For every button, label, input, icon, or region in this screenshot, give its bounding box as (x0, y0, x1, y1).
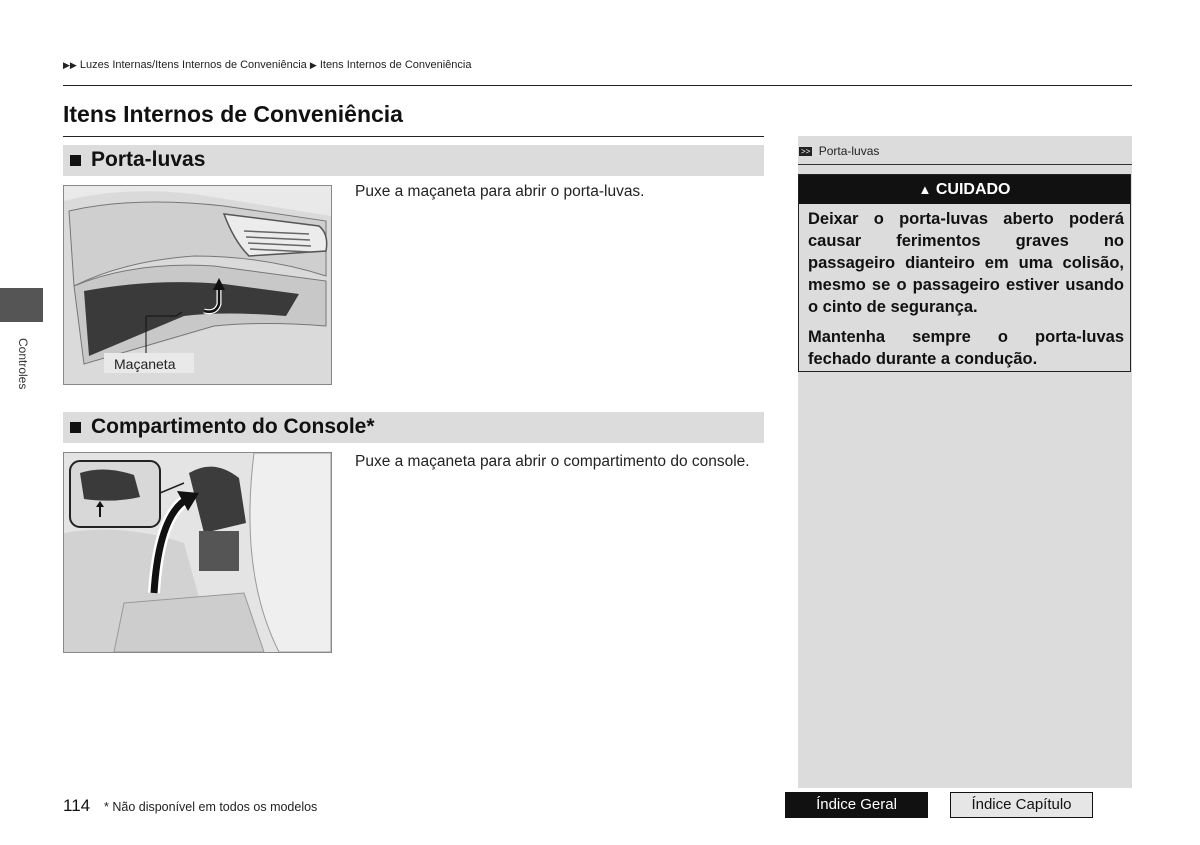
chapter-index-button[interactable]: Índice Capítulo (950, 792, 1093, 818)
page-number: 114 (63, 796, 91, 815)
figure-callout-label: Maçaneta (114, 356, 176, 372)
sidebar-divider (798, 164, 1132, 165)
console-illustration (63, 452, 332, 653)
page-title: Itens Internos de Conveniência (63, 101, 403, 127)
sidebar-reference-label: Porta-luvas (818, 144, 880, 158)
section-heading-console (63, 412, 764, 443)
console-drawing (64, 453, 331, 652)
warning-triangle-icon: ▲ (918, 182, 932, 197)
section-body-text: Puxe a maçaneta para abrir o compartimento do console. (355, 453, 750, 470)
chapter-tab-label: Controles (16, 338, 30, 390)
breadcrumb-current: Itens Internos de Conveniência (319, 59, 472, 71)
section-heading-porta-luvas (63, 145, 764, 176)
section-body-text: Puxe a maçaneta para abrir o porta-luvas. (355, 183, 645, 200)
square-bullet-icon (70, 155, 81, 166)
caution-box (798, 174, 1131, 372)
glovebox-drawing (64, 186, 331, 384)
caution-title: CUIDADO (935, 181, 1011, 198)
footnote: * Não disponível em todos os modelos (104, 800, 318, 814)
breadcrumb-separator-icon: ▶ (309, 60, 317, 70)
reference-icon: >> (801, 147, 811, 156)
caution-paragraph: Mantenha sempre o porta-luvas fechado durante a condução. (808, 328, 1124, 368)
breadcrumb-parent-link[interactable]: Luzes Internas/Itens Internos de Conveniência (79, 59, 307, 71)
general-index-button[interactable]: Índice Geral (785, 792, 928, 818)
title-divider (63, 136, 764, 137)
sidebar-reference[interactable] (799, 144, 879, 158)
caution-header (799, 175, 1130, 204)
glovebox-illustration (63, 185, 332, 385)
chapter-tab (0, 288, 43, 322)
caution-paragraph: Deixar o porta-luvas aberto poderá causar ferimentos graves no passageiro dianteiro em uma colisão, mesmo se o passageiro estiver usando o cinto de segurança. (808, 210, 1124, 316)
section-heading-text: Compartimento do Console* (91, 415, 375, 438)
square-bullet-icon (70, 422, 81, 433)
breadcrumb (63, 59, 471, 71)
header-divider (63, 85, 1132, 86)
breadcrumb-marker: ▶▶ (63, 60, 77, 70)
section-heading-text: Porta-luvas (91, 148, 206, 171)
